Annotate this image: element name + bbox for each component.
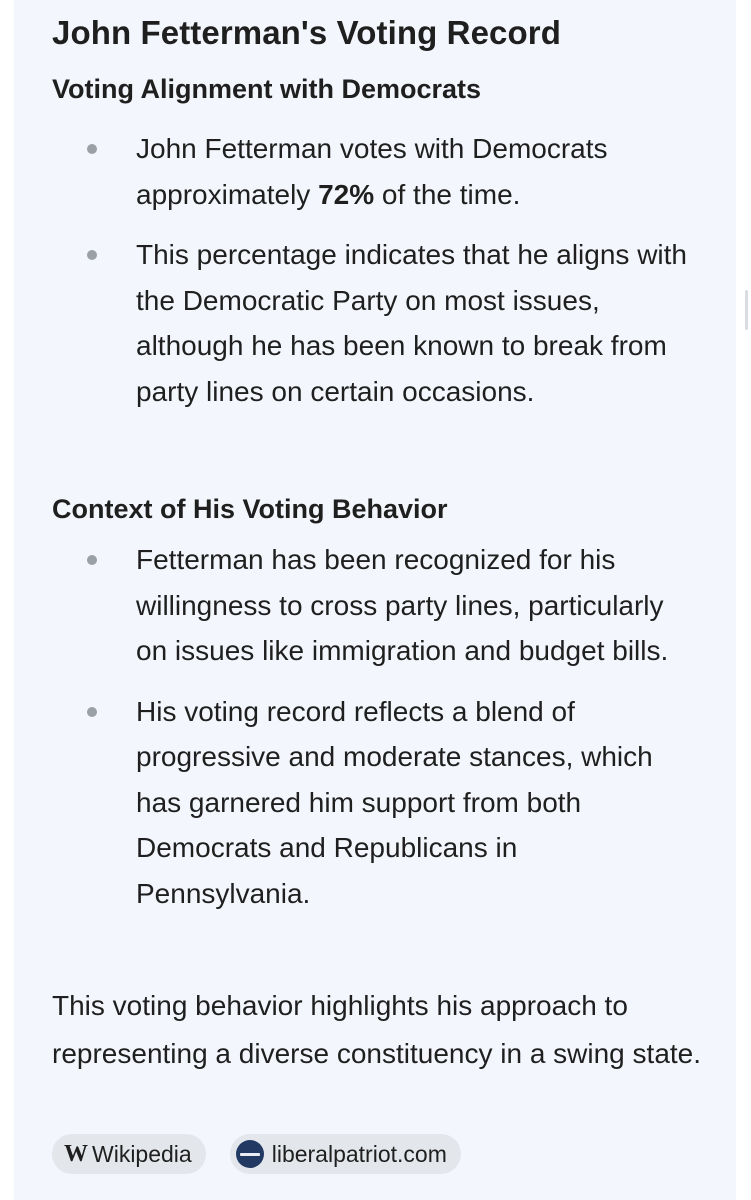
- highlight-percentage: 72%: [318, 178, 375, 210]
- list-item: [0, 232, 690, 414]
- bullet-text: John Fetterman votes with Democrats approximately 72% of the time.: [136, 133, 608, 210]
- page-margin-right: [736, 0, 751, 1200]
- bullet-text: Fetterman has been recognized for his willingness to cross party lines, particularly on issues like immigration and budget bills.: [136, 544, 669, 666]
- bullet-icon: [87, 144, 97, 154]
- list-item: [0, 537, 690, 674]
- source-label: Wikipedia: [92, 1140, 192, 1167]
- summary-paragraph: This voting behavior highlights his approach to representing a diverse constituency in a swing state.: [52, 990, 702, 1069]
- liberalpatriot-logo-icon: [236, 1140, 264, 1168]
- bullet-icon: [87, 555, 97, 565]
- source-label: liberalpatriot.com: [271, 1140, 447, 1167]
- source-chips: [52, 1134, 461, 1174]
- list-item: [0, 689, 690, 917]
- bullet-icon: [87, 250, 97, 260]
- scrollbar-thumb[interactable]: [745, 290, 748, 330]
- bullet-list-voting-alignment: [0, 126, 690, 429]
- section-heading-voting-alignment: Voting Alignment with Democrats: [52, 74, 482, 104]
- list-item: [0, 126, 690, 217]
- bullet-text: This percentage indicates that he aligns with the Democratic Party on most issues, although he has been known to break from party lines on certain occasions.: [136, 239, 687, 407]
- bullet-text: His voting record reflects a blend of progressive and moderate stances, which has garnered him support from both Democrats and Republicans in Pennsylvania.: [136, 695, 653, 909]
- bullet-list-context: [0, 537, 690, 931]
- page-title: John Fetterman's Voting Record: [52, 14, 561, 51]
- source-chip-liberalpatriot[interactable]: [230, 1134, 461, 1174]
- section-heading-context: Context of His Voting Behavior: [52, 494, 448, 524]
- source-chip-wikipedia[interactable]: [52, 1134, 206, 1174]
- bullet-icon: [87, 707, 97, 717]
- wikipedia-icon: W: [64, 1140, 86, 1167]
